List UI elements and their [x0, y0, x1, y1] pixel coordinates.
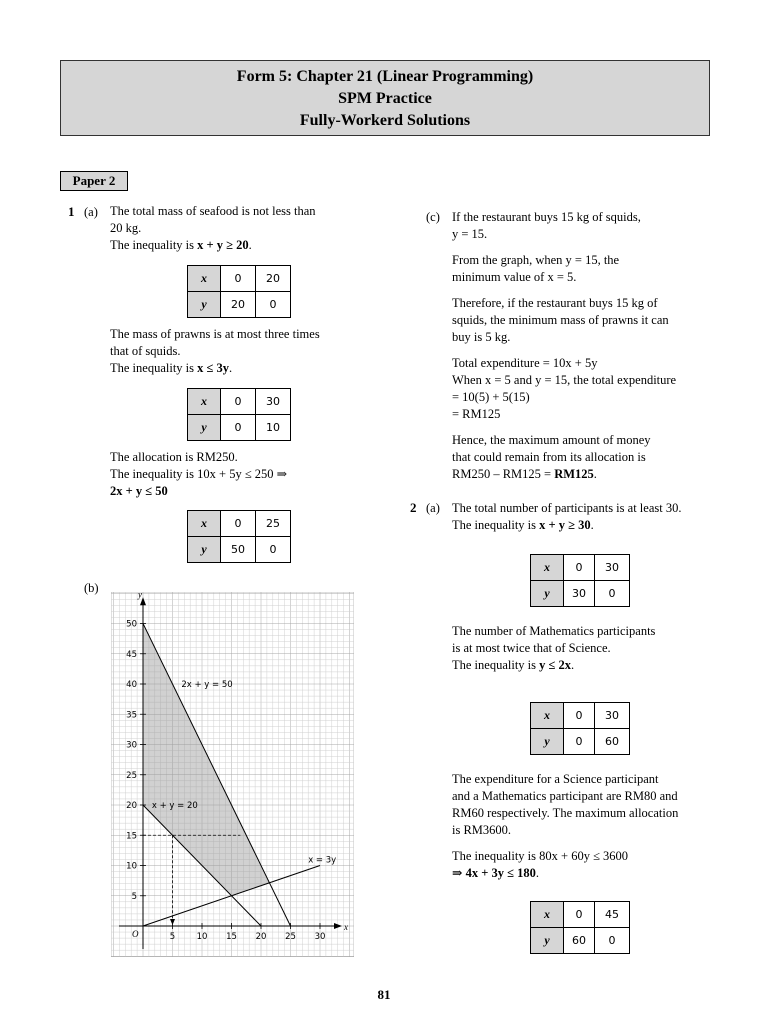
q1-c-text: = 10(5) + 5(15): [452, 390, 530, 404]
q2-text: is at most twice that of Science.: [452, 641, 611, 655]
y-axis-label: y: [138, 592, 142, 600]
page-number: 81: [377, 987, 391, 1002]
q1-c-text: From the graph, when y = 15, the: [452, 253, 620, 267]
q1-c-text: squids, the minimum mass of prawns it can: [452, 313, 669, 327]
q2-text: and a Mathematics participant are RM80 and: [452, 789, 678, 803]
series-label: 2x + y = 50: [181, 680, 233, 691]
q1-a-text: that of squids.: [110, 344, 181, 358]
q1-a-text: The allocation is RM250.: [110, 450, 238, 464]
header-solutions: Fully-Workerd Solutions: [299, 112, 471, 129]
y-tick-label: 10: [126, 861, 137, 872]
q1-a-inequality-2: The inequality is x ≤ 3y.: [110, 361, 233, 375]
q1-table-3: x 0 25 y 50 0: [187, 510, 291, 563]
q2-inequality-3-result: ⇒ 4x + 3y ≤ 180.: [452, 866, 539, 880]
q1-c-text: = RM125: [452, 407, 501, 421]
q2-inequality-2: The inequality is y ≤ 2x.: [452, 658, 575, 672]
y-tick-label: 50: [126, 619, 137, 630]
q1-a-text: The total mass of seafood is not less than: [110, 204, 316, 218]
x-axis-label: x: [344, 922, 348, 932]
q2-text: The number of Mathematics participants: [452, 624, 656, 638]
x-tick-label: 5: [169, 932, 176, 942]
y-tick-label: 45: [126, 649, 137, 660]
q1-c-text: Total expenditure = 10x + 5y: [452, 356, 598, 370]
x-tick-label: 25: [285, 932, 296, 942]
y-tick-label: 15: [126, 831, 137, 842]
q2-table-2: x 0 30 y 0 60: [530, 702, 630, 755]
question-1-number: 1: [68, 204, 75, 219]
q1-c-text: minimum value of x = 5.: [452, 270, 577, 284]
question-2-number: 2: [410, 500, 417, 515]
q1-c-text: y = 15.: [452, 227, 488, 241]
q1-c-answer: RM250 – RM125 = RM125.: [452, 467, 597, 481]
q1-part-c-label: (c): [426, 210, 440, 224]
q1-c-text: buy is 5 kg.: [452, 330, 511, 344]
q1-a-text: 20 kg.: [110, 221, 142, 235]
x-tick-label: 15: [226, 932, 237, 942]
q2-table-1: x 0 30 y 30 0: [530, 554, 630, 607]
q1-part-b-label: (b): [84, 581, 99, 595]
q2-text: RM60 respectively. The maximum allocation: [452, 806, 679, 820]
y-tick-label: 5: [131, 891, 137, 902]
x-tick-label: 30: [314, 932, 326, 942]
linear-programming-graph: [111, 592, 354, 957]
q2-inequality-1: The inequality is x + y ≥ 30.: [452, 518, 594, 532]
q1-a-inequality-1: The inequality is x + y ≥ 20.: [110, 238, 252, 252]
x-tick-label: 20: [255, 932, 267, 942]
header-subtitle: SPM Practice: [338, 90, 432, 107]
q1-c-text: Therefore, if the restaurant buys 15 kg of: [452, 296, 658, 310]
q2-table-3: x 0 45 y 60 0: [530, 901, 630, 954]
header-title: Form 5: Chapter 21 (Linear Programming): [236, 68, 534, 85]
y-tick-label: 35: [126, 710, 137, 721]
y-tick-label: 20: [126, 801, 137, 811]
q2-text: is RM3600.: [452, 823, 512, 837]
q1-a-inequality-3-result: 2x + y ≤ 50: [110, 484, 168, 498]
q1-a-text: The mass of prawns is at most three times: [110, 327, 320, 341]
y-tick-label: 25: [126, 770, 137, 781]
series-label: x = 3y: [308, 855, 337, 866]
y-tick-label: 30: [126, 740, 137, 751]
q1-c-text: that could remain from its allocation is: [452, 450, 646, 464]
q1-a-inequality-3: The inequality is 10x + 5y ≤ 250 ⇒: [110, 467, 288, 481]
series-label: x + y = 20: [151, 801, 198, 812]
q2-part-a-label: (a): [426, 501, 440, 515]
q2-text: The expenditure for a Science participant: [452, 772, 659, 786]
q1-table-1: x 0 20 y 20 0: [187, 265, 291, 318]
paper-label: Paper 2: [60, 171, 128, 191]
y-tick-label: 40: [126, 680, 137, 690]
q1-part-a-label: (a): [84, 205, 98, 219]
q1-c-text: Hence, the maximum amount of money: [452, 433, 651, 447]
q2-inequality-3: The inequality is 80x + 60y ≤ 3600: [452, 849, 629, 863]
origin-label: O: [132, 929, 139, 939]
q2-text: The total number of participants is at least 30.: [452, 501, 682, 515]
q1-c-text: If the restaurant buys 15 kg of squids,: [452, 210, 641, 224]
header-box: [60, 60, 710, 136]
x-tick-label: 10: [196, 932, 208, 942]
q1-c-text: When x = 5 and y = 15, the total expenditure: [452, 373, 677, 387]
q1-table-2: x 0 30 y 0 10: [187, 388, 291, 441]
